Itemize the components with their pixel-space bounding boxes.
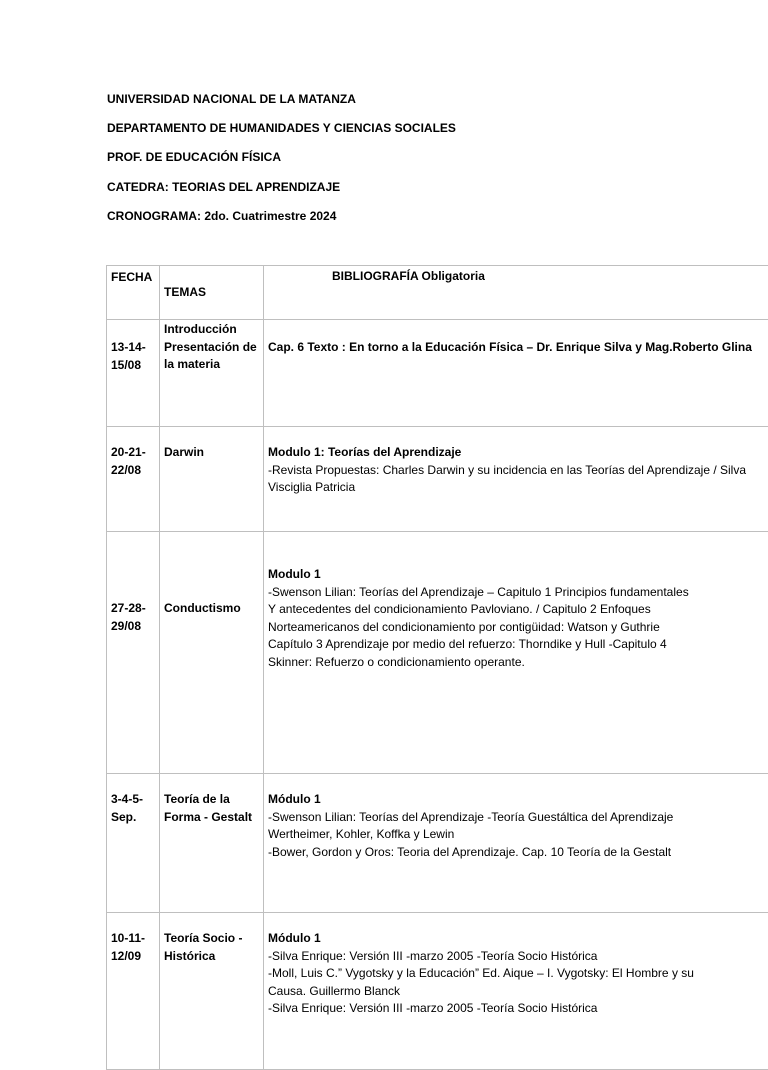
cell-temas <box>160 532 264 774</box>
fecha-line: 13-14- <box>111 339 155 357</box>
temas-line: Teoría de la <box>164 791 259 809</box>
table-row <box>107 320 768 427</box>
header-fecha: FECHA <box>107 266 160 320</box>
temas-line: Forma - Gestalt <box>164 809 259 827</box>
cell-fecha <box>107 913 160 1070</box>
bib-line: Visciglia Patricia <box>268 479 768 497</box>
table-header-row <box>107 266 768 320</box>
fecha-line: 20-21- <box>111 444 155 462</box>
temas-line: Teoría Socio - <box>164 930 259 948</box>
bib-line: Cap. 6 Texto : En torno a la Educación Física – Dr. Enrique Silva y Mag.Roberto Glina <box>268 339 768 357</box>
bib-line: Causa. Guillermo Blanck <box>268 983 768 1001</box>
cell-fecha <box>107 532 160 774</box>
fecha-line: 27-28- <box>111 600 155 618</box>
cell-temas <box>160 774 264 913</box>
cell-fecha <box>107 427 160 532</box>
temas-line: Darwin <box>164 444 259 462</box>
schedule-title: CRONOGRAMA: 2do. Cuatrimestre 2024 <box>107 209 747 224</box>
bib-line: -Silva Enrique: Versión III -marzo 2005 -Teoría Socio Histórica <box>268 1000 768 1018</box>
document-header <box>107 92 747 238</box>
bib-line: -Revista Propuestas: Charles Darwin y su incidencia en las Teorías del Aprendizaje / Silva <box>268 462 768 480</box>
fecha-line: 12/09 <box>111 948 155 966</box>
cell-fecha <box>107 774 160 913</box>
fecha-line: Sep. <box>111 809 155 827</box>
bib-line: Skinner: Refuerzo o condicionamiento operante. <box>268 654 768 672</box>
temas-line: Presentación de <box>164 339 259 357</box>
bib-line: Norteamericanos del condicionamiento por contigüidad: Watson y Guthrie <box>268 619 768 637</box>
temas-line: Introducción <box>164 321 259 339</box>
module-title: Modulo 1 <box>268 566 768 584</box>
module-title: Módulo 1 <box>268 930 768 948</box>
table-row <box>107 427 768 532</box>
fecha-line: 22/08 <box>111 462 155 480</box>
cell-bibliografia <box>264 774 768 913</box>
bib-line: -Swenson Lilian: Teorías del Aprendizaje – Capitulo 1 Principios fundamentales <box>268 584 768 602</box>
bib-line: Capítulo 3 Aprendizaje por medio del refuerzo: Thorndike y Hull -Capitulo 4 <box>268 636 768 654</box>
department-name: DEPARTAMENTO DE HUMANIDADES Y CIENCIAS SOCIALES <box>107 121 747 136</box>
bib-line: Wertheimer, Kohler, Koffka y Lewin <box>268 826 768 844</box>
table-row <box>107 913 768 1070</box>
cell-bibliografia <box>264 320 768 427</box>
module-title: Modulo 1: Teorías del Aprendizaje <box>268 444 768 462</box>
cell-temas <box>160 427 264 532</box>
fecha-line: 3-4-5- <box>111 791 155 809</box>
cell-bibliografia <box>264 913 768 1070</box>
module-title: Módulo 1 <box>268 791 768 809</box>
cell-bibliografia <box>264 427 768 532</box>
fecha-line: 10-11- <box>111 930 155 948</box>
fecha-line: 29/08 <box>111 618 155 636</box>
cell-bibliografia <box>264 532 768 774</box>
header-temas: TEMAS <box>160 266 264 320</box>
bib-line: Y antecedentes del condicionamiento Pavloviano. / Capitulo 2 Enfoques <box>268 601 768 619</box>
bib-line: -Bower, Gordon y Oros: Teoria del Aprendizaje. Cap. 10 Teoría de la Gestalt <box>268 844 768 862</box>
table-row <box>107 774 768 913</box>
temas-line: la materia <box>164 356 259 374</box>
cell-temas <box>160 913 264 1070</box>
bib-line: -Swenson Lilian: Teorías del Aprendizaje -Teoría Guestáltica del Aprendizaje <box>268 809 768 827</box>
university-name: UNIVERSIDAD NACIONAL DE LA MATANZA <box>107 92 747 107</box>
chair-name: CATEDRA: TEORIAS DEL APRENDIZAJE <box>107 180 747 195</box>
schedule-table <box>106 265 768 1070</box>
temas-line: Conductismo <box>164 600 259 618</box>
cell-fecha <box>107 320 160 427</box>
fecha-line: 15/08 <box>111 357 155 375</box>
program-name: PROF. DE EDUCACIÓN FÍSICA <box>107 150 747 165</box>
header-bibliografia: BIBLIOGRAFÍA Obligatoria <box>264 266 768 320</box>
bib-line: -Silva Enrique: Versión III -marzo 2005 -Teoría Socio Histórica <box>268 948 768 966</box>
table-row <box>107 532 768 774</box>
bib-line: -Moll, Luis C.” Vygotsky y la Educación” Ed. Aique – I. Vygotsky: El Hombre y su <box>268 965 768 983</box>
temas-line: Histórica <box>164 948 259 966</box>
cell-temas <box>160 320 264 427</box>
